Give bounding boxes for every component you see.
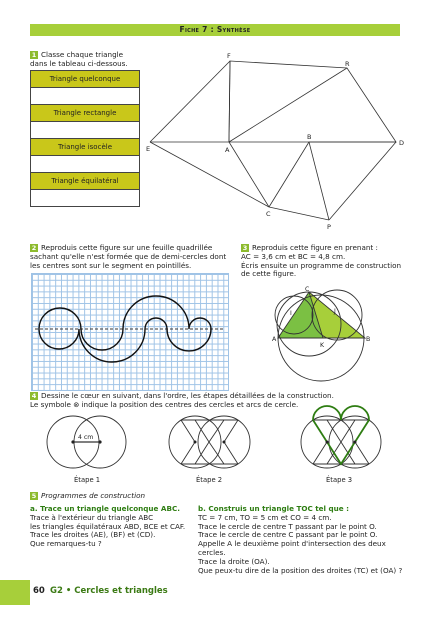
ex5b-line: Appelle A le deuxième point d'intersection des deux <box>198 539 386 549</box>
point-K-label: K <box>320 342 325 349</box>
ex5-number: 5 <box>31 492 37 500</box>
ex5-title: Programmes de construction <box>41 491 146 500</box>
point-C-label: C <box>305 286 310 293</box>
point-A-label: A <box>272 336 277 343</box>
ex3-line3: Écris ensuite un programme de construction <box>241 260 402 270</box>
ex1-line1: Classe chaque triangle <box>41 50 124 59</box>
point-B-label: B <box>307 133 312 141</box>
step3-label: Étape 3 <box>326 476 353 484</box>
point-I-label: I <box>290 310 292 317</box>
footer-bar <box>0 580 30 605</box>
point-F-label: F <box>227 52 231 60</box>
ex5a-line: les triangles équilatéraux ABD, BCE et CAF. <box>30 521 186 531</box>
point-R-label: R <box>345 60 350 68</box>
table-row: Triangle rectangle <box>31 105 139 122</box>
ex4-line1: Dessine le cœur en suivant, dans l'ordre, les étapes détaillées de la construction. <box>41 391 334 400</box>
step1-label: Étape 1 <box>74 476 101 484</box>
ex5a-line: Trace à l'extérieur du triangle ABC <box>30 512 154 522</box>
step2-label: Étape 2 <box>196 476 223 484</box>
ex3-line4: de cette figure. <box>241 269 297 279</box>
ex5a-line: Que remarques-tu ? <box>30 539 102 549</box>
ex2-line2: sachant qu'elle n'est formée que de demi-cercles dont <box>30 251 227 261</box>
ex5b-line: TC = 7 cm, TO = 5 cm et CO = 4 cm. <box>198 512 332 522</box>
ex1-line2: dans le tableau ci-dessous. <box>30 58 128 68</box>
point-C-label: C <box>266 210 271 218</box>
page-number: 60 <box>33 586 45 596</box>
point-E-label: E <box>146 145 151 153</box>
ex5b-line: Trace le cercle de centre T passant par le point O. <box>198 521 377 531</box>
ex3-number: 3 <box>242 244 248 252</box>
ex5b-line: Que peux-tu dire de la position des droites (TC) et (OA) ? <box>198 565 403 575</box>
ex5a-line: Trace les droites (AE), (BF) et (CD). <box>30 530 156 540</box>
ex4-measure-label: 4 cm <box>78 434 94 441</box>
table-row: Triangle équilatéral <box>31 173 139 190</box>
point-D-label: D <box>399 139 405 147</box>
ex5-part-a <box>30 505 190 549</box>
table-row: Triangle isocèle <box>31 139 139 156</box>
ex5b-line: Trace la droite (OA). <box>198 556 270 566</box>
ex1-number: 1 <box>31 51 37 59</box>
point-J-label: J <box>334 308 336 315</box>
ex2-line1: Reproduis cette figure sur une feuille quadrillée <box>41 243 213 252</box>
ex3-line2: AC = 3,6 cm et BC = 4,8 cm. <box>241 251 346 261</box>
ex5-part-b <box>198 505 403 575</box>
chapter-title: G2 • Cercles et triangles <box>50 586 168 596</box>
point-B-label: B <box>366 336 371 343</box>
ex3-line1: Reproduis cette figure en prenant : <box>252 243 378 252</box>
ex5b-line: Trace le cercle de centre C passant par le point O. <box>198 530 378 540</box>
ex5b-line: b. Construis un triangle TOC tel que : <box>198 504 350 513</box>
point-P-label: P <box>327 223 331 231</box>
table-row: Triangle quelconque <box>31 71 139 88</box>
ex4-line2: Le symbole ⊗ indique la position des centres des cercles et arcs de cercle. <box>30 399 299 409</box>
point-A-label: A <box>225 146 230 154</box>
ex5a-line: a. Trace un triangle quelconque ABC. <box>30 504 180 513</box>
ex2-number: 2 <box>31 244 37 252</box>
page-title: Fiche 7 : Synthèse <box>30 24 400 36</box>
ex4-number: 4 <box>31 392 37 400</box>
ex5-heading <box>30 492 145 501</box>
ex2-line3: les centres sont sur le segment en pointillés. <box>30 260 192 270</box>
ex5b-line: cercles. <box>198 547 226 557</box>
